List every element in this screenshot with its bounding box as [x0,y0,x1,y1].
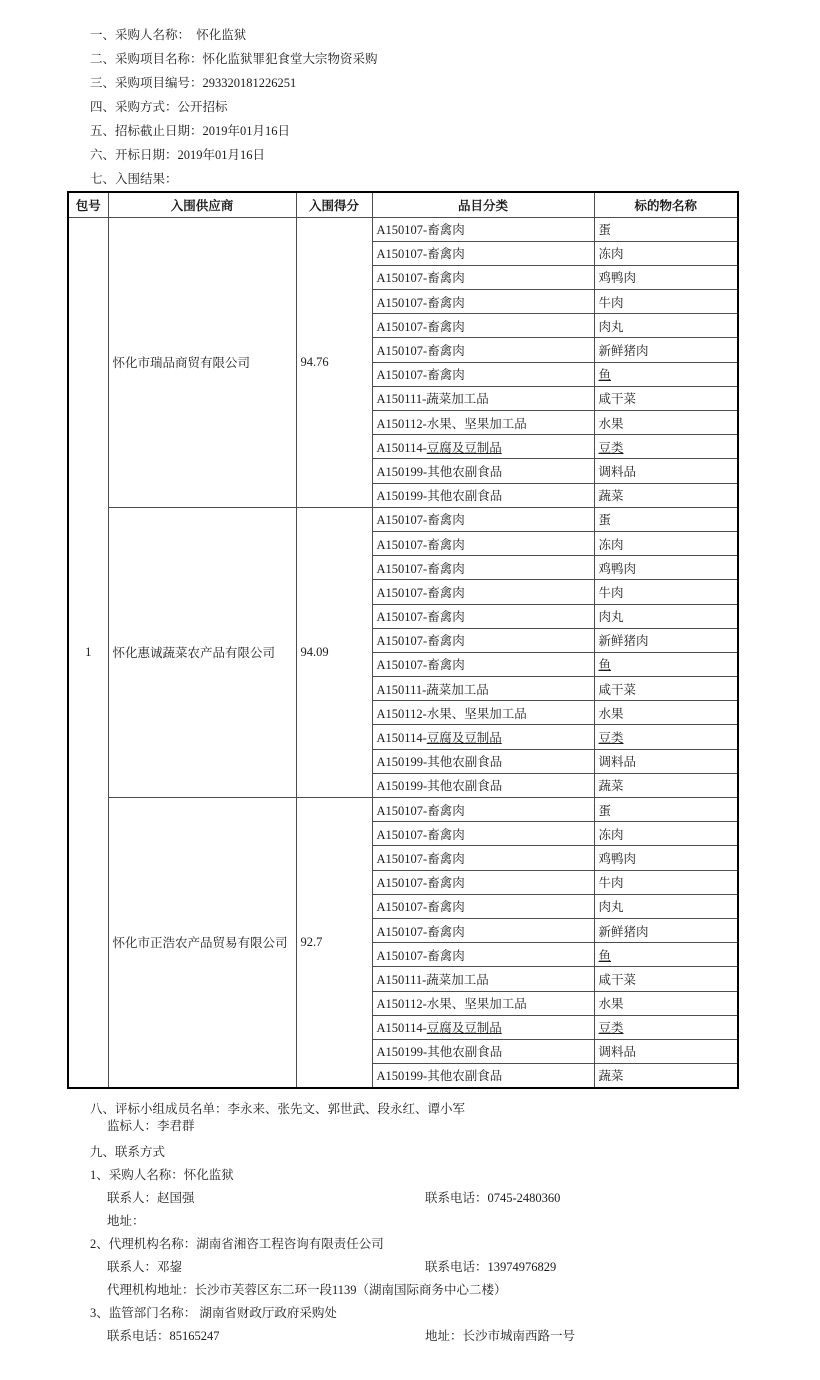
item-name: 肉丸 [598,610,624,625]
category-cell [372,822,594,846]
category-cell [372,1064,594,1088]
supplier-name-cell: 怀化惠诚蔬菜农产品有限公司 [108,507,296,797]
intro-line-purchaser: 一、采购人名称： 怀化监狱 [90,28,247,42]
category-code: A150199- [376,779,428,794]
category-name: 畜禽肉 [427,247,465,262]
item-cell [594,870,738,894]
table-row [68,798,738,822]
category-name: 畜禽肉 [427,827,465,842]
category-cell [372,362,594,386]
category-name: 畜禽肉 [427,658,465,673]
item-cell [594,918,738,942]
category-cell [372,628,594,652]
category-cell [372,604,594,628]
intro-line-project-number: 三、采购项目编号：293320181226251 [90,76,297,90]
category-code: A150107- [376,851,428,866]
category-code: A150199- [376,464,428,479]
item-name: 冻肉 [598,827,624,842]
category-cell [372,870,594,894]
header-cell-score: 入围得分 [296,192,372,217]
intro-list [90,23,820,191]
category-cell [372,652,594,676]
category-code: A150112- [376,997,427,1012]
category-code: A150114- [376,731,427,746]
category-name: 畜禽肉 [427,876,465,891]
category-code: A150107- [376,537,428,552]
item-cell [594,943,738,967]
category-name: 畜禽肉 [427,271,465,286]
category-code: A150107- [376,247,428,262]
item-cell [594,1064,738,1088]
category-name: 畜禽肉 [427,513,465,528]
item-cell [594,386,738,410]
page [0,23,820,1348]
header-cell-package: 包号 [68,192,108,217]
category-cell [372,1015,594,1039]
category-code: A150107- [376,876,428,891]
item-name: 水果 [598,997,624,1012]
category-name: 蔬菜加工品 [426,392,489,407]
category-cell [372,386,594,410]
item-cell [594,314,738,338]
category-cell [372,483,594,507]
contact-person: 联系人：邓鋆 [107,1259,183,1274]
category-name: 其他农副食品 [427,1045,503,1060]
item-name: 水果 [598,706,624,721]
item-name: 蔬菜 [598,489,624,504]
category-cell [372,798,594,822]
category-cell [372,531,594,555]
item-cell [594,604,738,628]
category-cell [372,749,594,773]
intro-line-project-name: 二、采购项目名称：怀化监狱罪犯食堂大宗物资采购 [90,52,378,66]
item-cell [594,459,738,483]
item-cell [594,290,738,314]
category-name: 其他农副食品 [427,464,503,479]
category-name: 蔬菜加工品 [426,972,489,987]
category-code: A150107- [376,948,428,963]
category-cell [372,677,594,701]
contact-address-line: 代理机构地址：长沙市芙蓉区东二环一段1139（湖南国际商务中心二楼） [107,1282,507,1297]
score-cell: 94.09 [296,507,372,797]
category-code: A150107- [376,295,428,310]
category-name: 畜禽肉 [427,344,465,359]
item-name: 肉丸 [598,319,624,334]
item-name: 牛肉 [598,295,624,310]
table-header-row [68,192,738,217]
item-cell [594,846,738,870]
header-cell-item: 标的物名称 [594,192,738,217]
item-name: 蔬菜 [598,779,624,794]
category-name: 其他农副食品 [427,1069,503,1084]
item-name: 蛋 [598,513,612,528]
results-table-body [68,217,738,1088]
category-name: 畜禽肉 [427,948,465,963]
category-code: A150111- [376,972,427,987]
category-code: A150199- [376,755,428,770]
table-row [68,507,738,531]
contact-block-agency [90,1233,820,1302]
item-name: 鸡鸭肉 [598,561,637,576]
category-cell [372,338,594,362]
category-name: 豆腐及豆制品 [426,1021,502,1036]
item-name: 鱼 [598,368,612,383]
intro-line-results: 七、入围结果： [90,172,178,186]
item-cell [594,411,738,435]
category-code: A150107- [376,513,428,528]
category-code: A150199- [376,489,428,504]
contact-detail-line [90,1325,820,1348]
item-cell [594,217,738,241]
item-cell [594,628,738,652]
item-name: 冻肉 [598,537,624,552]
header-cell-supplier: 入围供应商 [108,192,296,217]
category-name: 豆腐及豆制品 [426,731,502,746]
item-name: 咸干菜 [598,972,637,987]
item-name: 肉丸 [598,900,624,915]
category-cell [372,846,594,870]
category-code: A150107- [376,368,428,383]
item-name: 新鲜猪肉 [598,924,649,939]
category-code: A150199- [376,1045,428,1060]
category-name: 其他农副食品 [427,489,503,504]
contact-person: 联系人：赵国强 [107,1190,195,1205]
category-name: 畜禽肉 [427,634,465,649]
category-cell [372,411,594,435]
item-name: 豆类 [598,440,624,455]
category-name: 其他农副食品 [427,755,503,770]
category-cell [372,459,594,483]
category-name: 畜禽肉 [427,851,465,866]
item-cell [594,822,738,846]
footer [90,1101,820,1348]
item-name: 蛋 [598,803,612,818]
category-name: 其他农副食品 [427,779,503,794]
bid-supervisor-line: 监标人：李君群 [107,1118,195,1133]
item-cell [594,773,738,797]
category-cell [372,991,594,1015]
category-code: A150107- [376,585,428,600]
contact-address-line: 地址： [107,1213,145,1228]
intro-line-deadline: 五、招标截止日期：2019年01月16日 [90,124,291,138]
item-cell [594,507,738,531]
category-cell [372,265,594,289]
category-name: 畜禽肉 [427,223,465,238]
item-name: 调料品 [598,755,637,770]
item-cell [594,701,738,725]
item-cell [594,483,738,507]
item-name: 调料品 [598,464,637,479]
category-cell [372,241,594,265]
category-code: A150107- [376,271,428,286]
contact-phone: 联系电话：85165247 [107,1328,220,1343]
category-code: A150111- [376,682,427,697]
item-name: 蛋 [598,223,612,238]
category-code: A150199- [376,1069,428,1084]
item-cell [594,265,738,289]
category-code: A150107- [376,900,428,915]
item-cell [594,991,738,1015]
contact-name-line: 2、代理机构名称：湖南省湘咨工程咨询有限责任公司 [90,1236,384,1251]
category-cell [372,918,594,942]
item-cell [594,556,738,580]
score-cell: 94.76 [296,217,372,507]
category-code: A150107- [376,634,428,649]
table-row [68,217,738,241]
category-name: 蔬菜加工品 [426,682,489,697]
category-name: 畜禽肉 [427,295,465,310]
category-name: 畜禽肉 [427,368,465,383]
item-name: 咸干菜 [598,682,637,697]
category-name: 畜禽肉 [427,585,465,600]
category-cell [372,290,594,314]
results-table [67,191,739,1089]
category-cell [372,701,594,725]
supplier-name-cell: 怀化市瑞品商贸有限公司 [108,217,296,507]
item-cell [594,798,738,822]
category-cell [372,556,594,580]
item-name: 冻肉 [598,247,624,262]
category-code: A150112- [376,416,427,431]
category-name: 畜禽肉 [427,924,465,939]
category-cell [372,773,594,797]
item-cell [594,435,738,459]
item-name: 牛肉 [598,585,624,600]
intro-line-opening-date: 六、开标日期：2019年01月16日 [90,148,266,162]
category-code: A150112- [376,706,427,721]
category-code: A150114- [376,1021,427,1036]
category-cell [372,217,594,241]
category-code: A150114- [376,440,427,455]
category-name: 畜禽肉 [427,537,465,552]
category-name: 水果、坚果加工品 [426,997,527,1012]
category-code: A150107- [376,803,428,818]
results-table-header [68,192,738,217]
category-cell [372,894,594,918]
item-cell [594,338,738,362]
category-name: 畜禽肉 [427,610,465,625]
item-name: 鸡鸭肉 [598,271,637,286]
category-cell [372,725,594,749]
category-cell [372,314,594,338]
contact-section-title: 九、联系方式 [90,1144,166,1159]
intro-line-method: 四、采购方式：公开招标 [90,100,228,114]
category-cell [372,967,594,991]
category-code: A150107- [376,223,428,238]
item-name: 豆类 [598,1021,624,1036]
item-cell [594,677,738,701]
item-name: 鱼 [598,948,612,963]
evaluation-committee-line: 八、评标小组成员名单：李永来、张先文、郭世武、段永红、谭小军 [90,1101,466,1116]
category-cell [372,943,594,967]
category-name: 畜禽肉 [427,803,465,818]
category-cell [372,435,594,459]
item-cell [594,652,738,676]
category-name: 豆腐及豆制品 [426,440,502,455]
item-name: 调料品 [598,1045,637,1060]
item-name: 新鲜猪肉 [598,634,649,649]
category-code: A150107- [376,658,428,673]
category-code: A150107- [376,827,428,842]
category-name: 畜禽肉 [427,561,465,576]
item-cell [594,580,738,604]
category-code: A150107- [376,610,428,625]
category-cell [372,1039,594,1063]
score-cell: 92.7 [296,798,372,1088]
item-name: 新鲜猪肉 [598,344,649,359]
item-cell [594,1015,738,1039]
header-cell-category: 品目分类 [372,192,594,217]
item-cell [594,967,738,991]
category-code: A150107- [376,924,428,939]
category-name: 畜禽肉 [427,319,465,334]
item-cell [594,531,738,555]
contact-name-line: 1、采购人名称：怀化监狱 [90,1167,234,1182]
item-name: 鸡鸭肉 [598,851,637,866]
category-name: 水果、坚果加工品 [426,706,527,721]
contact-block-regulator [90,1302,820,1348]
item-cell [594,362,738,386]
category-code: A150107- [376,319,428,334]
item-name: 豆类 [598,731,624,746]
category-code: A150107- [376,344,428,359]
category-code: A150107- [376,561,428,576]
item-name: 水果 [598,416,624,431]
supplier-name-cell: 怀化市正浩农产品贸易有限公司 [108,798,296,1088]
category-name: 水果、坚果加工品 [426,416,527,431]
item-name: 蔬菜 [598,1069,624,1084]
item-cell [594,749,738,773]
contact-block-purchaser [90,1164,820,1233]
contact-detail-line [90,1256,820,1279]
item-cell [594,894,738,918]
contact-detail-line [90,1187,820,1210]
item-name: 咸干菜 [598,392,637,407]
item-cell [594,1039,738,1063]
item-name: 牛肉 [598,876,624,891]
category-cell [372,507,594,531]
item-cell [594,725,738,749]
category-code: A150111- [376,392,427,407]
category-cell [372,580,594,604]
contact-phone: 联系电话：13974976829 [425,1259,557,1274]
contact-name-line: 3、监管部门名称： 湖南省财政厅政府采购处 [90,1305,337,1320]
item-name: 鱼 [598,658,612,673]
category-name: 畜禽肉 [427,900,465,915]
contact-address: 地址：长沙市城南西路一号 [425,1328,576,1343]
package-no-cell: 1 [68,217,108,1088]
contact-phone: 联系电话：0745-2480360 [425,1190,561,1205]
item-cell [594,241,738,265]
